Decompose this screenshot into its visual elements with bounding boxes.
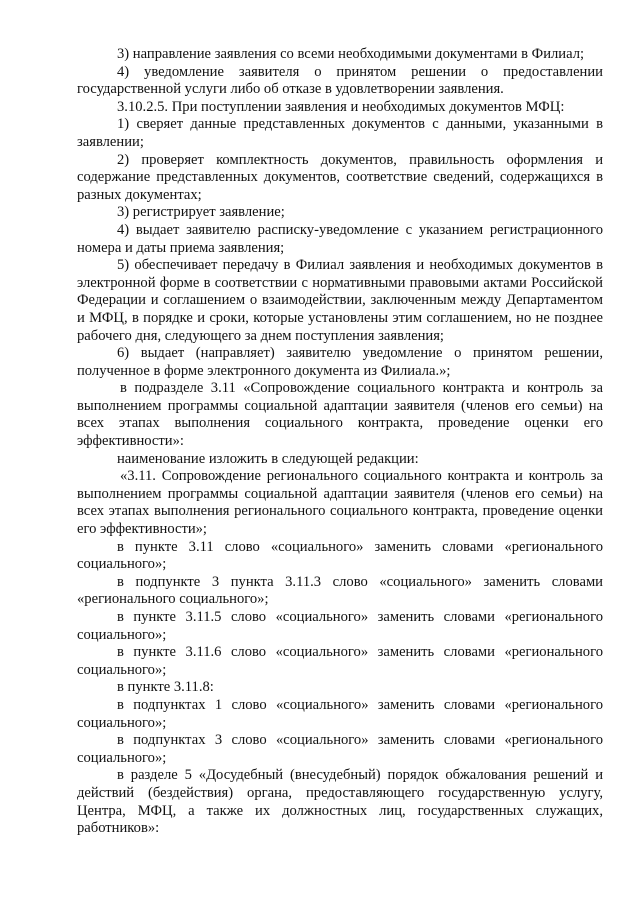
- paragraph-subpoint-3: в подпунктах 3 слово «социального» заменить словами «регионального социального»;: [77, 732, 603, 766]
- paragraph-point-3-11-8: в пункте 3.11.8:: [117, 679, 214, 696]
- paragraph-point-3-11-6: в пункте 3.11.6 слово «социального» заменить словами «регионального социального»;: [77, 644, 603, 678]
- paragraph-title-edit: наименование изложить в следующей редакции:: [117, 450, 419, 467]
- paragraph-mfc-item-5: 5) обеспечивает передачу в Филиал заявления и необходимых документов в электронной форме в соответствии с нормативными правовыми актами Российской Федерации и соглашением о взаимодействии, заключенным между Департаментом и МФЦ, в порядке и сроки, которые установлены этим соглашением, но не позднее рабочего дня, следующего за днем поступления заявления;: [77, 257, 603, 344]
- paragraph-clause-3-10-2-5: 3.10.2.5. При поступлении заявления и необходимых документов МФЦ:: [117, 98, 565, 115]
- paragraph-point-3-11-5: в пункте 3.11.5 слово «социального» заменить словами «регионального социального»;: [77, 609, 603, 643]
- paragraph-section-5: в разделе 5 «Досудебный (внесудебный) порядок обжалования решений и действий (бездействия) органа, предоставляющего государственную услугу, Центра, МФЦ, а также их должностных лиц, государственных служащих, работников»:: [77, 767, 603, 837]
- paragraph-new-title-3-11: «3.11. Сопровождение регионального социального контракта и контроль за выполнением программы социальной адаптации заявителя (членов его семьи) на всех этапах выполнения регионального социального контракта, проведение оценки его эффективности»;: [77, 468, 603, 538]
- paragraph-item-3-direction: 3) направление заявления со всеми необходимыми документами в Филиал;: [117, 46, 585, 62]
- document-page: [77, 46, 603, 838]
- paragraph-subpoint-1: в подпунктах 1 слово «социального» заменить словами «регионального социального»;: [77, 696, 603, 731]
- paragraph-item-4-notification: 4) уведомление заявителя о принятом решении о предоставлении государственной услуги либо об отказе в удовлетворении заявления.: [77, 63, 603, 98]
- paragraph-mfc-item-6: 6) выдает (направляет) заявителю уведомление о принятом решении, полученное в форме электронного документа из Филиала.»;: [77, 345, 603, 379]
- paragraph-point-3-11-3: в подпункте 3 пункта 3.11.3 слово «социального» заменить словами «регионального социального»;: [77, 573, 603, 608]
- paragraph-mfc-item-4: 4) выдает заявителю расписку-уведомление с указанием регистрационного номера и даты приема заявления;: [77, 221, 603, 256]
- paragraph-subsection-3-11: в подразделе 3.11 «Сопровождение социального контракта и контроль за выполнением программы социальной адаптации заявителя (членов его семьи) на всех этапах выполнения социального контракта, проведение оценки его эффективности»:: [77, 380, 603, 450]
- paragraph-mfc-item-1: 1) сверяет данные представленных документов с данными, указанными в заявлении;: [77, 116, 603, 150]
- paragraph-mfc-item-3: 3) регистрирует заявление;: [117, 204, 285, 221]
- paragraph-mfc-item-2: 2) проверяет комплектность документов, правильность оформления и содержание представленных документов, соответствие сведений, содержащихся в разных документах;: [77, 151, 603, 203]
- paragraph-point-3-11: в пункте 3.11 слово «социального» заменить словами «регионального социального»;: [77, 538, 603, 573]
